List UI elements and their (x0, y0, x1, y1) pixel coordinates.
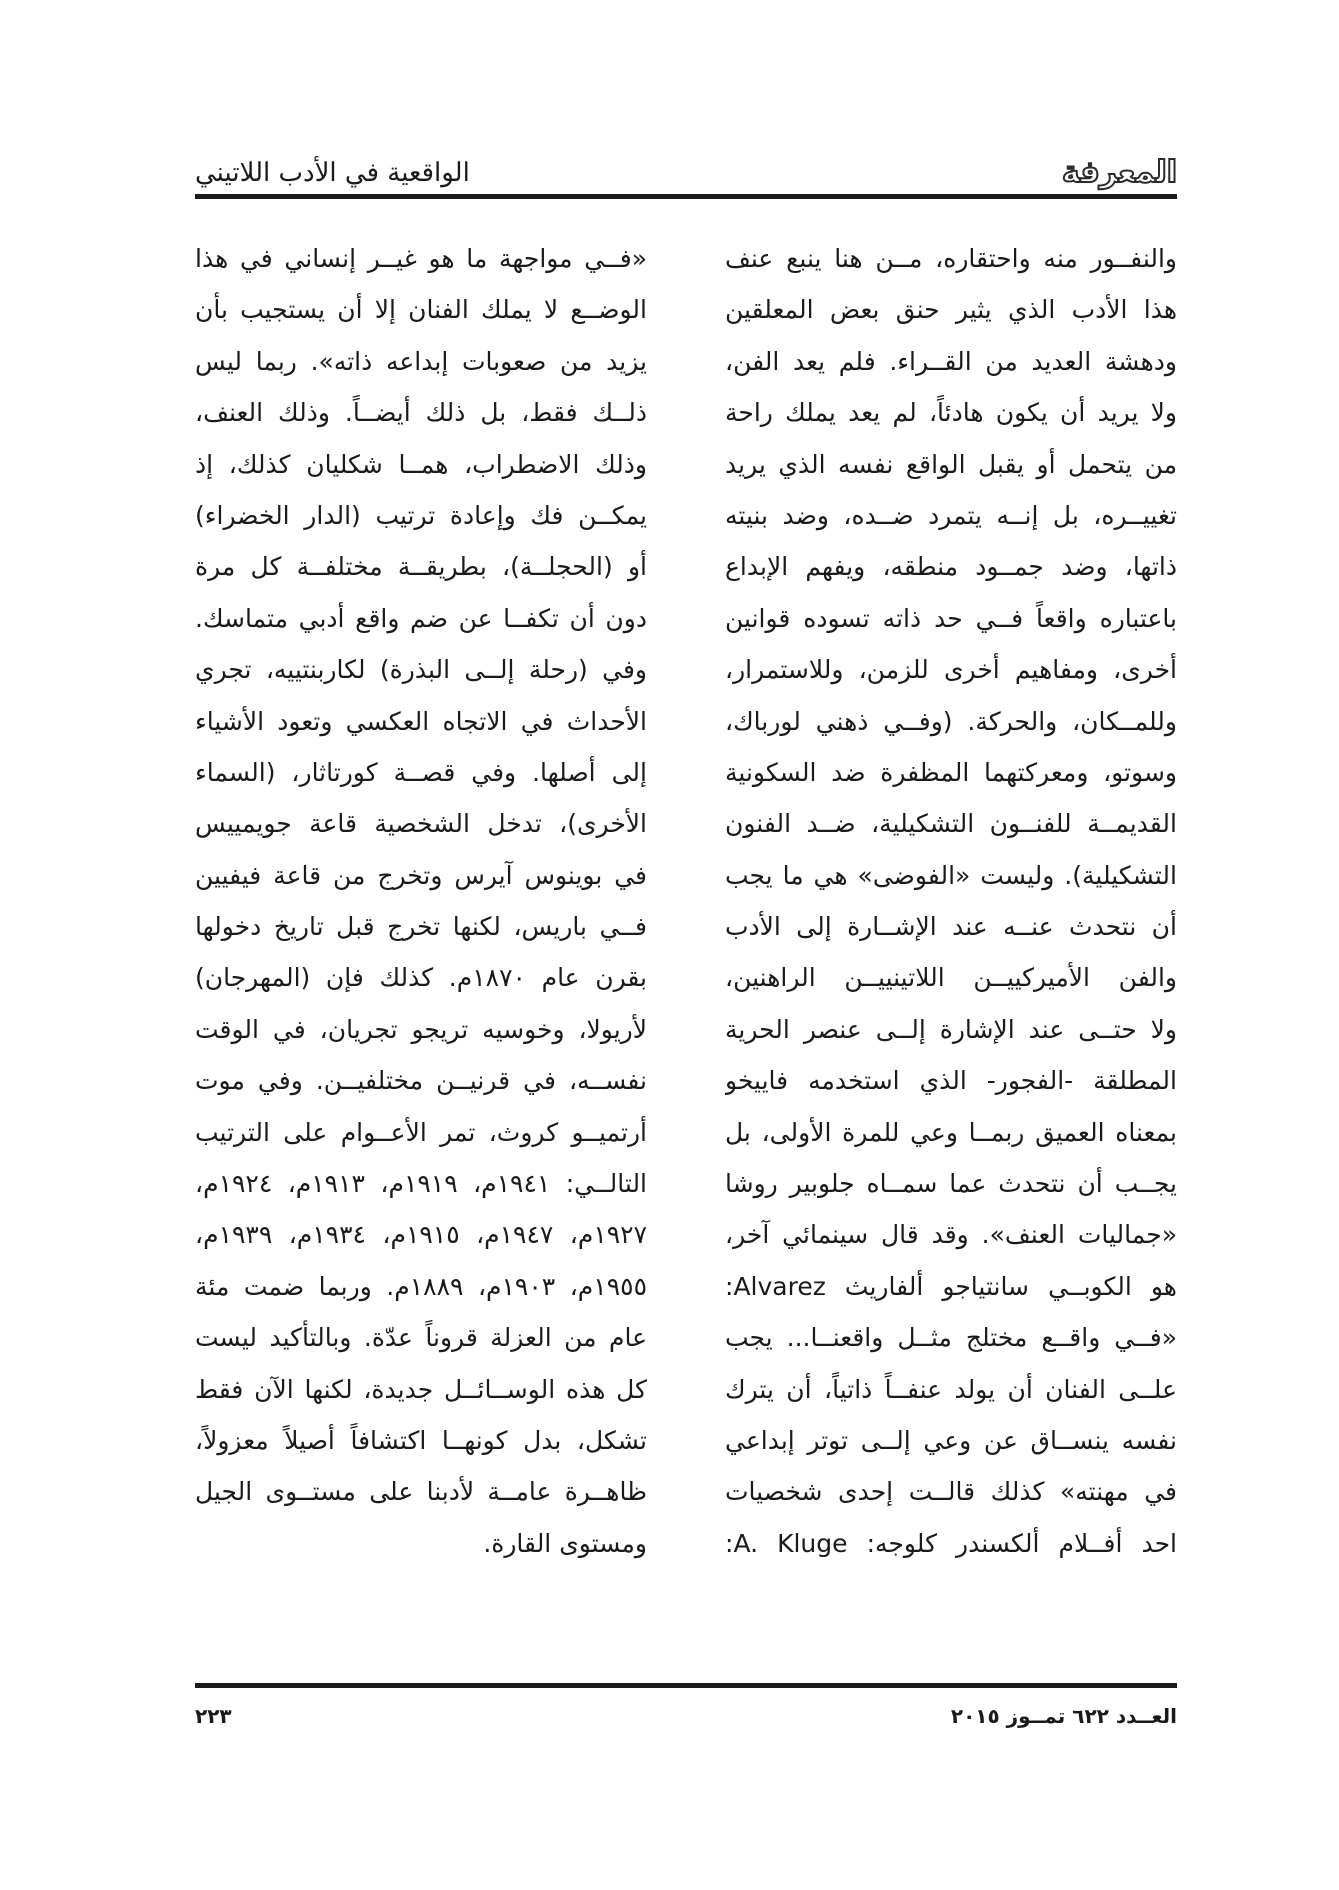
text-line: أن نتحدث عنــه عند الإشــارة إلى الأدب (725, 912, 1177, 942)
text-line: المطلقة -الفجور- الذي استخدمه فاييخو (725, 1066, 1177, 1096)
text-line: «فــي واقــع مختلج مثــل واقعنــا... يجب (725, 1323, 1177, 1353)
text-line: ذلــك فقط، بل ذلك أيضــاً. وذلك العنف، (195, 398, 647, 428)
text-line: في بوينوس آيرس وتخرج من قاعة فيفيين (195, 860, 647, 890)
text-line: بقرن عام ١٨٧٠م. كذلك فإن (المهرجان) (195, 963, 647, 993)
header-rule (195, 194, 1177, 199)
text-line: الوضــع لا يملك الفنان إلا أن يستجيب بأن (195, 295, 647, 325)
page-footer (195, 1696, 1177, 1736)
text-line: أرتميــو كروث، تمر الأعــوام على الترتيب (195, 1117, 647, 1147)
text-line: الأحداث في الاتجاه العكسي وتعود الأشياء (195, 706, 647, 736)
text-line: التشكيلية). وليست «الفوضى» هي ما يجب (725, 860, 1177, 890)
text-line: يجــب أن نتحدث عما سمــاه جلوبير روشا (725, 1169, 1177, 1199)
text-line: ١٩٥٥م، ١٩٠٣م، ١٨٨٩م. وربما ضمت مئة (195, 1271, 647, 1301)
text-line: وذلك الاضطراب، همــا شكليان كذلك، إذ (195, 449, 647, 479)
running-title: الواقعية في الأدب اللاتيني (195, 158, 470, 188)
text-line: يزيد من صعوبات إبداعه ذاته». ربما ليس (195, 346, 647, 376)
magazine-logo: المعرفة (1061, 155, 1177, 190)
text-line: ودهشة العديد من القــراء. فلم يعد الفن، (725, 346, 1177, 376)
page-header (195, 148, 1177, 192)
text-line: باعتباره واقعاً فــي حد ذاته تسوده قوانين (725, 603, 1177, 633)
text-line: ومستوى القارة. (483, 1528, 647, 1558)
text-line: والفن الأميركييــن اللاتينييــن الراهنين، (725, 963, 1177, 993)
text-line: القديمــة للفنــون التشكيلية، ضــد الفنون (725, 809, 1177, 839)
text-line: تغييــره، بل إنــه يتمرد ضــده، وضد بنيته (725, 500, 1177, 530)
text-line: ظاهــرة عامــة لأدبنا على مستــوى الجيل (195, 1477, 647, 1507)
text-line: نفســه، في قرنيــن مختلفيــن. وفي موت (195, 1066, 647, 1096)
text-line: احد أفــلام ألكسندر كلوجه: A. Kluge: (725, 1528, 1177, 1558)
text-line: عام من العزلة قروناً عدّة. وبالتأكيد ليست (195, 1323, 647, 1353)
text-line: التالــي: ١٩٤١م، ١٩١٩م، ١٩١٣م، ١٩٢٤م، (195, 1169, 647, 1199)
text-line: دون أن تكفــا عن ضم واقع أدبي متماسك. (195, 603, 647, 633)
footer-rule (195, 1683, 1177, 1688)
text-line: يمكــن فك وإعادة ترتيب (الدار الخضراء) (195, 500, 647, 530)
text-line: وفي (رحلة إلــى البذرة) لكاربنتييه، تجري (195, 655, 647, 685)
text-line: والنفــور منه واحتقاره، مــن هنا ينبع عنف (725, 244, 1177, 273)
page-number: ٢٢٣ (195, 1704, 232, 1728)
text-line: ولا يريد أن يكون هادئاً، لم يعد يملك راحة (725, 398, 1177, 428)
issue-info: العــدد ٦٢٢ تمــوز ٢٠١٥ (950, 1704, 1177, 1728)
text-line: هذا الأدب الذي يثير حنق بعض المعلقين (725, 295, 1177, 325)
text-line: لأريولا، وخوسيه تريجو تجريان، في الوقت (195, 1014, 647, 1044)
text-line: في مهنته» كذلك قالــت إحدى شخصيات (725, 1477, 1177, 1507)
text-line: «فــي مواجهة ما هو غيــر إنساني في هذا (195, 244, 647, 273)
text-line: ولا حتــى عند الإشارة إلــى عنصر الحرية (725, 1014, 1177, 1044)
text-line: وللمــكان، والحركة. (وفــي ذهني لورباك، (725, 706, 1177, 736)
text-line: تشكل، بدل كونهــا اكتشافاً أصيلاً معزولاً، (195, 1425, 647, 1455)
text-line: بمعناه العميق ربمــا وعي للمرة الأولى، بل (725, 1117, 1177, 1147)
text-line: من يتحمل أو يقبل الواقع نفسه الذي يريد (725, 449, 1177, 479)
text-line: هو الكوبــي سانتياجو ألفاريث Alvarez: (725, 1271, 1177, 1301)
text-line: نفسه ينســاق عن وعي إلــى توتر إبداعي (725, 1425, 1177, 1455)
text-line: ذاتها، وضد جمــود منطقه، ويفهم الإبداع (725, 552, 1177, 582)
text-line: ١٩٢٧م، ١٩٤٧م، ١٩١٥م، ١٩٣٤م، ١٩٣٩م، (195, 1220, 647, 1250)
text-line: أخرى، ومفاهيم أخرى للزمن، وللاستمرار، (725, 655, 1177, 685)
text-line: «جماليات العنف». وقد قال سينمائي آخر، (725, 1220, 1177, 1250)
text-line: فــي باريس، لكنها تخرج قبل تاريخ دخولها (195, 912, 647, 942)
text-line: علــى الفنان أن يولد عنفــاً ذاتياً، أن يترك (725, 1374, 1177, 1404)
text-line: إلى أصلها. وفي قصــة كورتاثار، (السماء (195, 757, 647, 787)
text-line: أو (الحجلــة)، بطريقــة مختلفــة كل مرة (195, 552, 647, 582)
text-line: الأخرى)، تدخل الشخصية قاعة جويمييس (195, 809, 647, 839)
text-column-left (195, 233, 647, 1569)
text-line: وسوتو، ومعركتهما المظفرة ضد السكونية (725, 757, 1177, 787)
text-column-right (725, 233, 1177, 1569)
text-line: كل هذه الوســائــل جديدة، لكنها الآن فقط (195, 1374, 647, 1404)
